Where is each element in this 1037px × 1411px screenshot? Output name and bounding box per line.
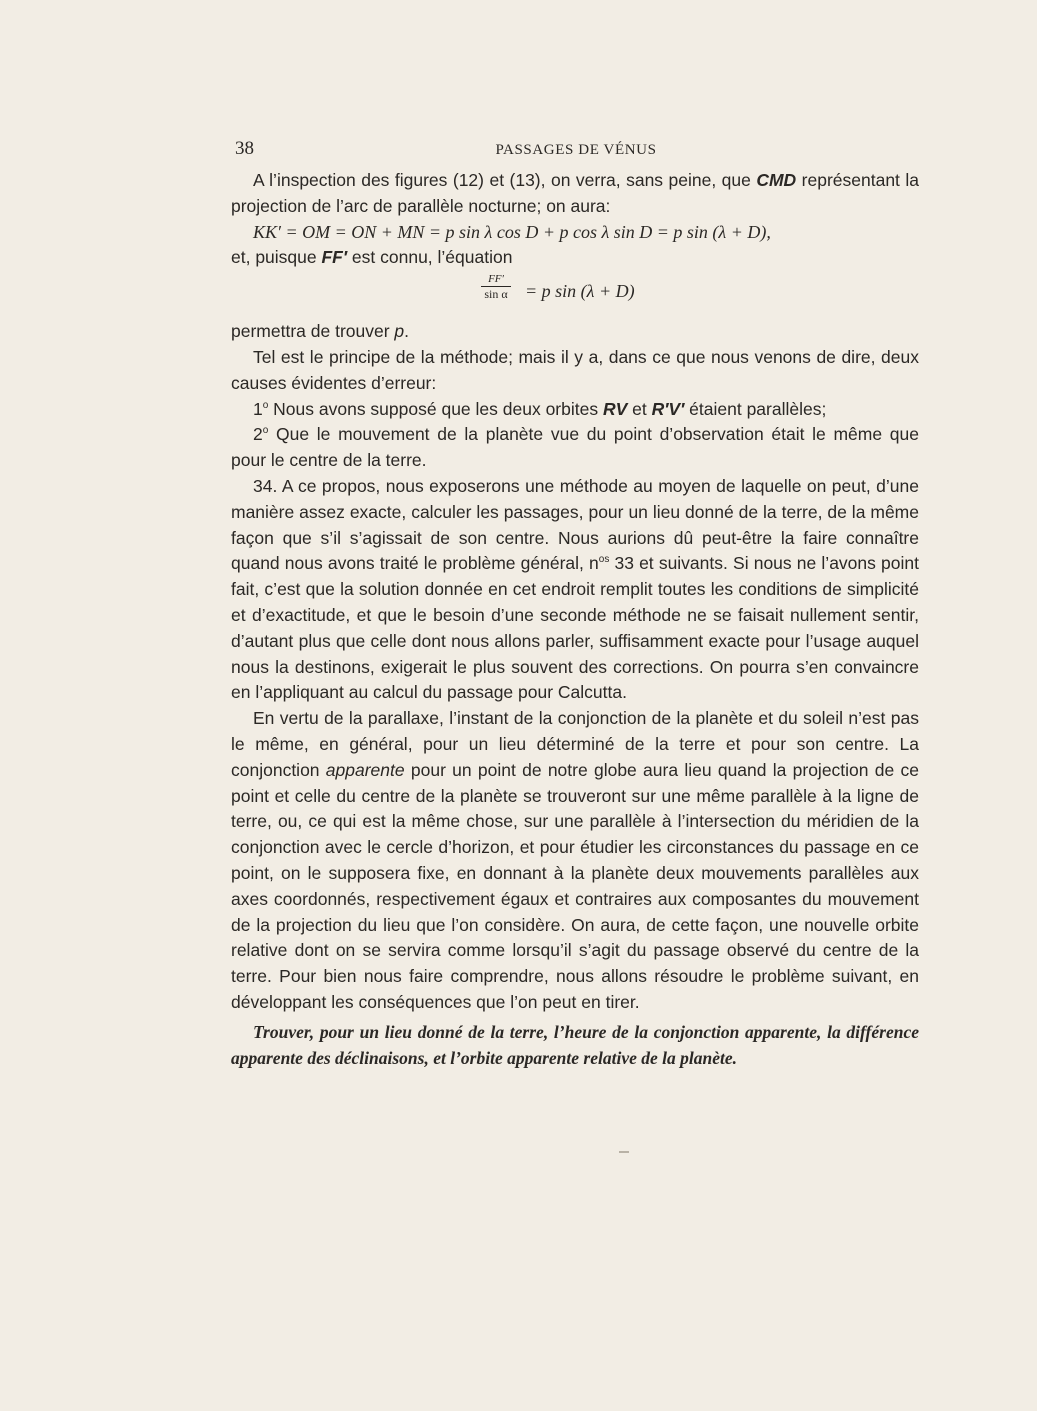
page-body (231, 168, 919, 1071)
item-ordinal: o (262, 425, 269, 437)
paragraph-text: 33 et suivants. Si nous ne l’avons point fait, c’est que la solution donnée en cet endroit remplit toutes les conditions de simplicité et d’exactitude, et que le besoin d’une seconde méthode ne se faisait nullement sentir, d’autant plus que celle dont nous allons parler, suffisamment exacte pour l’usage auquel nous la destinons, exigerait le plus souvent des corrections. On pourra s’en convaincre en l’appliquant au calcul du passage pour Calcutta. (231, 553, 919, 703)
running-title: PASSAGES DE VÉNUS (495, 142, 657, 158)
paragraph-cause-1 (231, 397, 919, 423)
problem-statement: Trouver, pour un lieu donné de la terre, l’heure de la conjonction apparente, la différence apparente des déclinaisons, et l’orbite apparente relative de la planète. (231, 1021, 919, 1068)
emphasis-apparente: apparente (325, 759, 405, 780)
paragraph-text: 34. A ce propos, nous exposerons une méthode au moyen de laquelle on peut, d’une manière assez exacte, calculer les passages, pour un lieu donné de la terre, de la même façon que s’il s’agissait de son centre. Nous aurions dû peut-être la faire connaître quand nous avons traité le problème général, n (231, 475, 919, 574)
paragraph-text: représentant la projection de l’arc de parallèle nocturne; on aura: (231, 170, 919, 216)
paragraph-34 (231, 474, 919, 706)
symbol-rv-prime: R′V′ (651, 398, 685, 419)
paragraph-text: et (627, 398, 652, 419)
item-number: 2 (253, 424, 263, 445)
page-header (235, 138, 917, 166)
paragraph-text: est connu, l’équation (347, 247, 513, 268)
superscript: os (598, 554, 610, 566)
fraction-denominator: sin α (484, 287, 508, 302)
paragraph-text: Nous avons supposé que les deux orbites (268, 398, 603, 419)
paragraph-text: A l’inspection des figures (12) et (13), on verra, sans peine, que (253, 170, 757, 190)
paragraph-cause-2 (231, 422, 919, 474)
symbol-ff: FF′ (321, 247, 348, 268)
paragraph-text: étaient parallèles; (684, 398, 827, 419)
paragraph-text: Que le mouvement de la planète vue du point d’observation était le même que pour le centre de la terre. (231, 424, 919, 471)
symbol-p: p (394, 321, 405, 342)
paragraph-text: En vertu de la parallaxe, l’instant de la conjonction de la planète et du soleil n’est pas le même, en général, pour un lieu déterminé de la terre et pour son centre. La conjonction (231, 708, 919, 780)
page-number: 38 (235, 138, 254, 159)
page-mark (619, 1151, 629, 1153)
symbol-cmd: CMD (756, 170, 797, 190)
equation-fraction (231, 271, 919, 319)
symbol-rv: RV (602, 398, 628, 419)
paragraph-principle: Tel est le principe de la méthode; mais il y a, dans ce que nous venons de dire, deux causes évidentes d’erreur: (231, 346, 919, 393)
paragraph-find-p (231, 319, 919, 345)
item-ordinal: o (262, 399, 269, 411)
equation-kk (231, 220, 919, 246)
paragraph-text: permettra de trouver (231, 321, 395, 342)
item-number: 1 (253, 398, 263, 419)
equation-text: KK′ = OM = ON + MN = p sin λ cos D + p cos λ sin D = p sin (λ + D), (253, 221, 771, 242)
paragraph-text: pour un point de notre globe aura lieu quand la projection de ce point et celle du centre de la planète se trouveront sur une même parallèle à la ligne de terre, ou, ce qui est la même chose, sur une parallèle à l’intersection du méridien de la conjonction avec le cercle d’horizon, et pour étudier les circonstances du passage en ce point, on le supposera fixe, en donnant à la planète deux mouvements parallèles aux axes coordonnés, respectivement égaux et contraires aux composantes du mouvement de la projection du lieu que l’on considère. On aura, de cette façon, une nouvelle orbite relative dont on se servira comme lorsqu’il s’agit du passage observé du centre de la terre. Pour bien nous faire comprendre, nous allons résoudre le problème suivant, en développant les conséquences que l’on peut en tirer. (231, 759, 919, 1012)
paragraph-text: . (404, 321, 410, 342)
paragraph-equation-intro (231, 245, 919, 271)
fraction-numerator: FF′ (488, 273, 504, 286)
paragraph-text: et, puisque (231, 247, 322, 268)
fraction (481, 273, 511, 301)
paragraph-figures (231, 168, 919, 220)
fraction-rhs: = p sin (λ + D) (525, 281, 635, 302)
paragraph-parallax (231, 706, 919, 1016)
